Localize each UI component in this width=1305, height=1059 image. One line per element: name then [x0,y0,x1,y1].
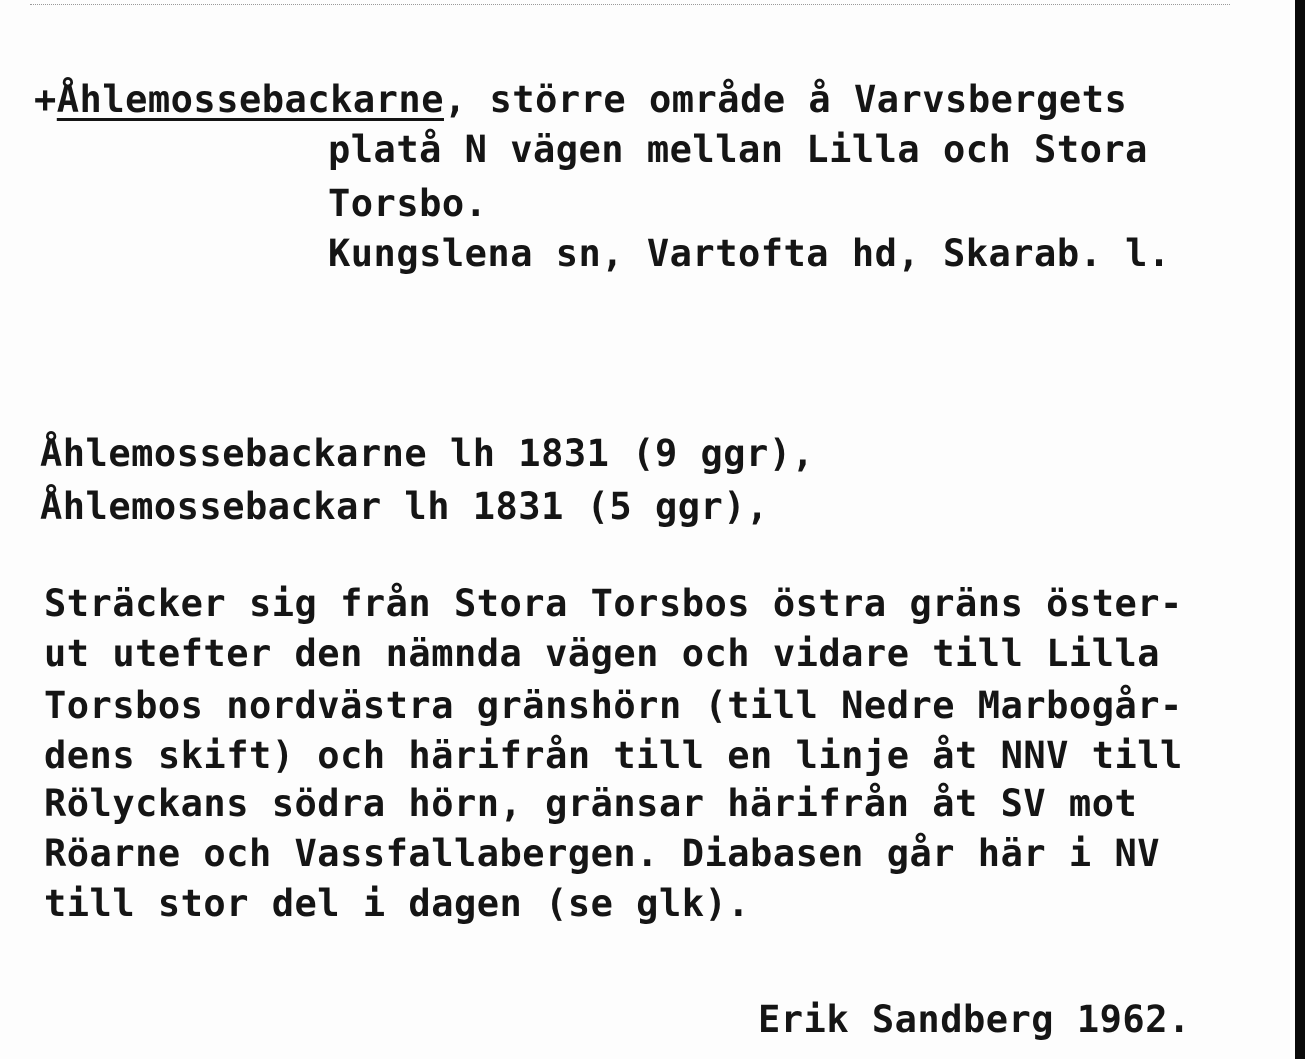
heading-line-1-rest: , större område å Varvsbergets [443,78,1128,121]
headword: Åhlemossebackarne [56,78,444,121]
scan-specks [30,4,1230,9]
description-line-1: Sträcker sig från Stora Torsbos östra gräns öster- [44,582,1183,625]
entry-marker: + [34,78,57,121]
description-line-7: till stor del i dagen (se glk). [44,882,751,925]
form-line-2: Åhlemossebackar lh 1831 (5 ggr), [40,485,769,528]
description-line-5: Rölyckans södra hörn, gränsar härifrån åt SV mot [44,782,1138,825]
heading-line-1 [34,78,1127,122]
description-line-2: ut utefter den nämnda vägen och vidare till Lilla [44,632,1161,675]
heading-line-3: Torsbo. [328,182,488,225]
description-line-4: dens skift) och härifrån till en linje åt NNV till [44,734,1183,777]
heading-line-4: Kungslena sn, Vartofta hd, Skarab. l. [328,232,1171,275]
heading-line-2: platå N vägen mellan Lilla och Stora [328,128,1148,171]
card-edge-shadow [1295,0,1305,1059]
description-line-6: Röarne och Vassfallabergen. Diabasen går här i NV [44,832,1161,875]
description-line-3: Torsbos nordvästra gränshörn (till Nedre Marbogår- [44,684,1183,727]
form-line-1: Åhlemossebackarne lh 1831 (9 ggr), [40,432,815,475]
signature: Erik Sandberg 1962. [758,998,1191,1041]
